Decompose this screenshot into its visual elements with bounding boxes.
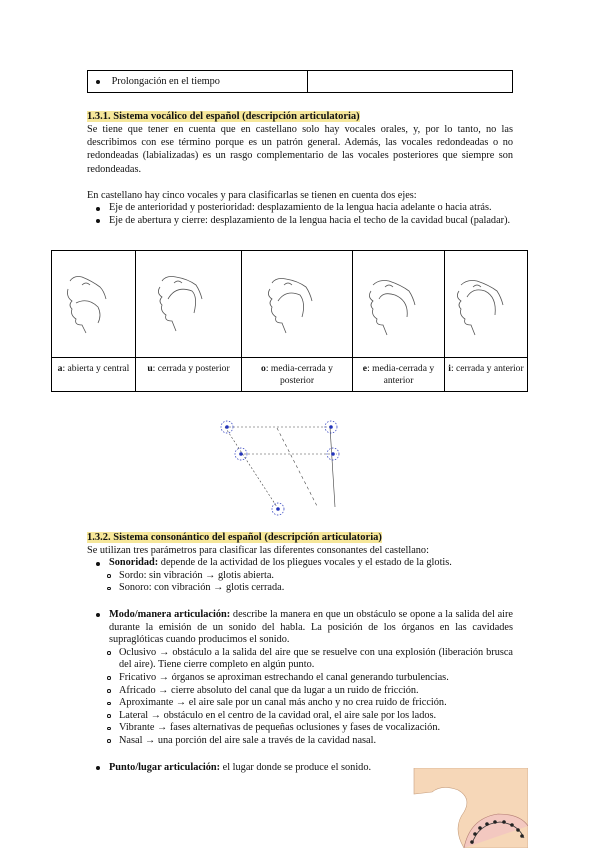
list-item: Fricativo → órganos se aproximan estrechando el canal generando turbulencias. (87, 672, 513, 685)
table-cell-left (96, 76, 220, 87)
modo-sublist (87, 647, 513, 748)
section-heading-consonants: 1.3.2. Sistema consonántico del español (descripción articulatoria) (87, 532, 382, 543)
table-bullet-text: Prolongación en el tiempo (111, 76, 220, 87)
paragraph-vowels-intro: Se tiene que tener en cuenta que en castellano solo hay vocales orales, y, por lo tanto, no las describimos con ese término porque es un patrón general. Además, las vocales redondeadas o no redondeadas (labializadas) es un rasgo complementario de las vocales posteriores que siempre son redondeadas. (87, 124, 513, 175)
vowel-diagram-table (51, 250, 528, 392)
list-item: Aproximante → el aire sale por un canal más ancho y no crea ruido de fricción. (87, 697, 513, 710)
sonoridad-list (87, 557, 513, 570)
list-item-sonoridad: Sonoridad: depende de la actividad de los pliegues vocales y el estado de la glotis. (87, 557, 513, 570)
paragraph-consonants-intro: Se utilizan tres parámetros para clasificar las diferentes consonantes del castellano: (87, 545, 429, 556)
vocal-tract-diagram-e (353, 251, 444, 358)
list-item: Oclusivo → obstáculo a la salida del aire que se resuelve con una explosión (liberación brusca del aire). Tiene cierre completo en algún punto. (87, 647, 513, 672)
section-vowels (87, 110, 513, 227)
list-item: Vibrante → fases alternativas de pequeñas oclusiones y fases de vocalización. (87, 722, 513, 735)
list-item: Lateral → obstáculo en el centro de la cavidad oral, el aire sale por los lados. (87, 710, 513, 723)
list-item: Africado → cierre absoluto del canal que da lugar a un ruido de fricción. (87, 685, 513, 698)
vowel-caption-e: e: media-cerrada y anterior (362, 363, 435, 386)
modo-list (87, 609, 513, 647)
table-divider (307, 71, 308, 92)
section-heading-vowels: 1.3.1. Sistema vocálico del español (descripción articulatoria) (87, 111, 360, 122)
vowel-caption-a: a: abierta y central (57, 363, 130, 374)
vocal-tract-diagram-i (445, 251, 527, 358)
vowel-cell-o (242, 251, 353, 391)
list-item: Sonoro: con vibración → glotis cerrada. (87, 582, 513, 595)
list-item: Sordo: sin vibración → glotis abierta. (87, 570, 513, 583)
section-consonants (87, 531, 513, 774)
list-item: Eje de anterioridad y posterioridad: desplazamiento de la lengua hacia adelante o hacia atrás. (87, 202, 513, 215)
articulation-points-diagram (412, 768, 528, 848)
vowel-cell-u (136, 251, 242, 391)
paragraph-vowels-axes: En castellano hay cinco vocales y para clasificarlas se tienen en cuenta dos ejes: (87, 189, 417, 201)
vowel-trapezoid-diagram (205, 410, 375, 525)
continuation-table (87, 70, 513, 93)
vowel-caption-u: u: cerrada y posterior (147, 363, 230, 374)
list-item-modo: Modo/manera articulación: describe la manera en que un obstáculo se opone a la salida del aire durante la emisión de un sonido del habla. La posición de los órganos en las cavidades supraglóticas cuando producimos el sonido. (87, 609, 513, 647)
vowel-caption-i: i: cerrada y anterior (448, 363, 524, 374)
list-item-punto: Punto/lugar articulación: el lugar donde se produce el sonido. (87, 762, 513, 775)
vowel-caption-o: o: media-cerrada y posterior (261, 363, 333, 386)
vowel-cell-e (353, 251, 445, 391)
vocal-tract-diagram-o (242, 251, 352, 358)
sonoridad-sublist (87, 570, 513, 595)
bullet (96, 80, 100, 84)
vowel-cell-i (445, 251, 527, 391)
list-item: Nasal → una porción del aire sale a través de la cavidad nasal. (87, 735, 513, 748)
vocal-tract-diagram-u (136, 251, 241, 358)
vowel-cell-a (52, 251, 136, 391)
list-item: Eje de abertura y cierre: desplazamiento de la lengua hacia el techo de la cavidad bucal (paladar). (87, 215, 513, 228)
axes-list (87, 202, 513, 227)
vocal-tract-diagram-a (52, 251, 135, 358)
